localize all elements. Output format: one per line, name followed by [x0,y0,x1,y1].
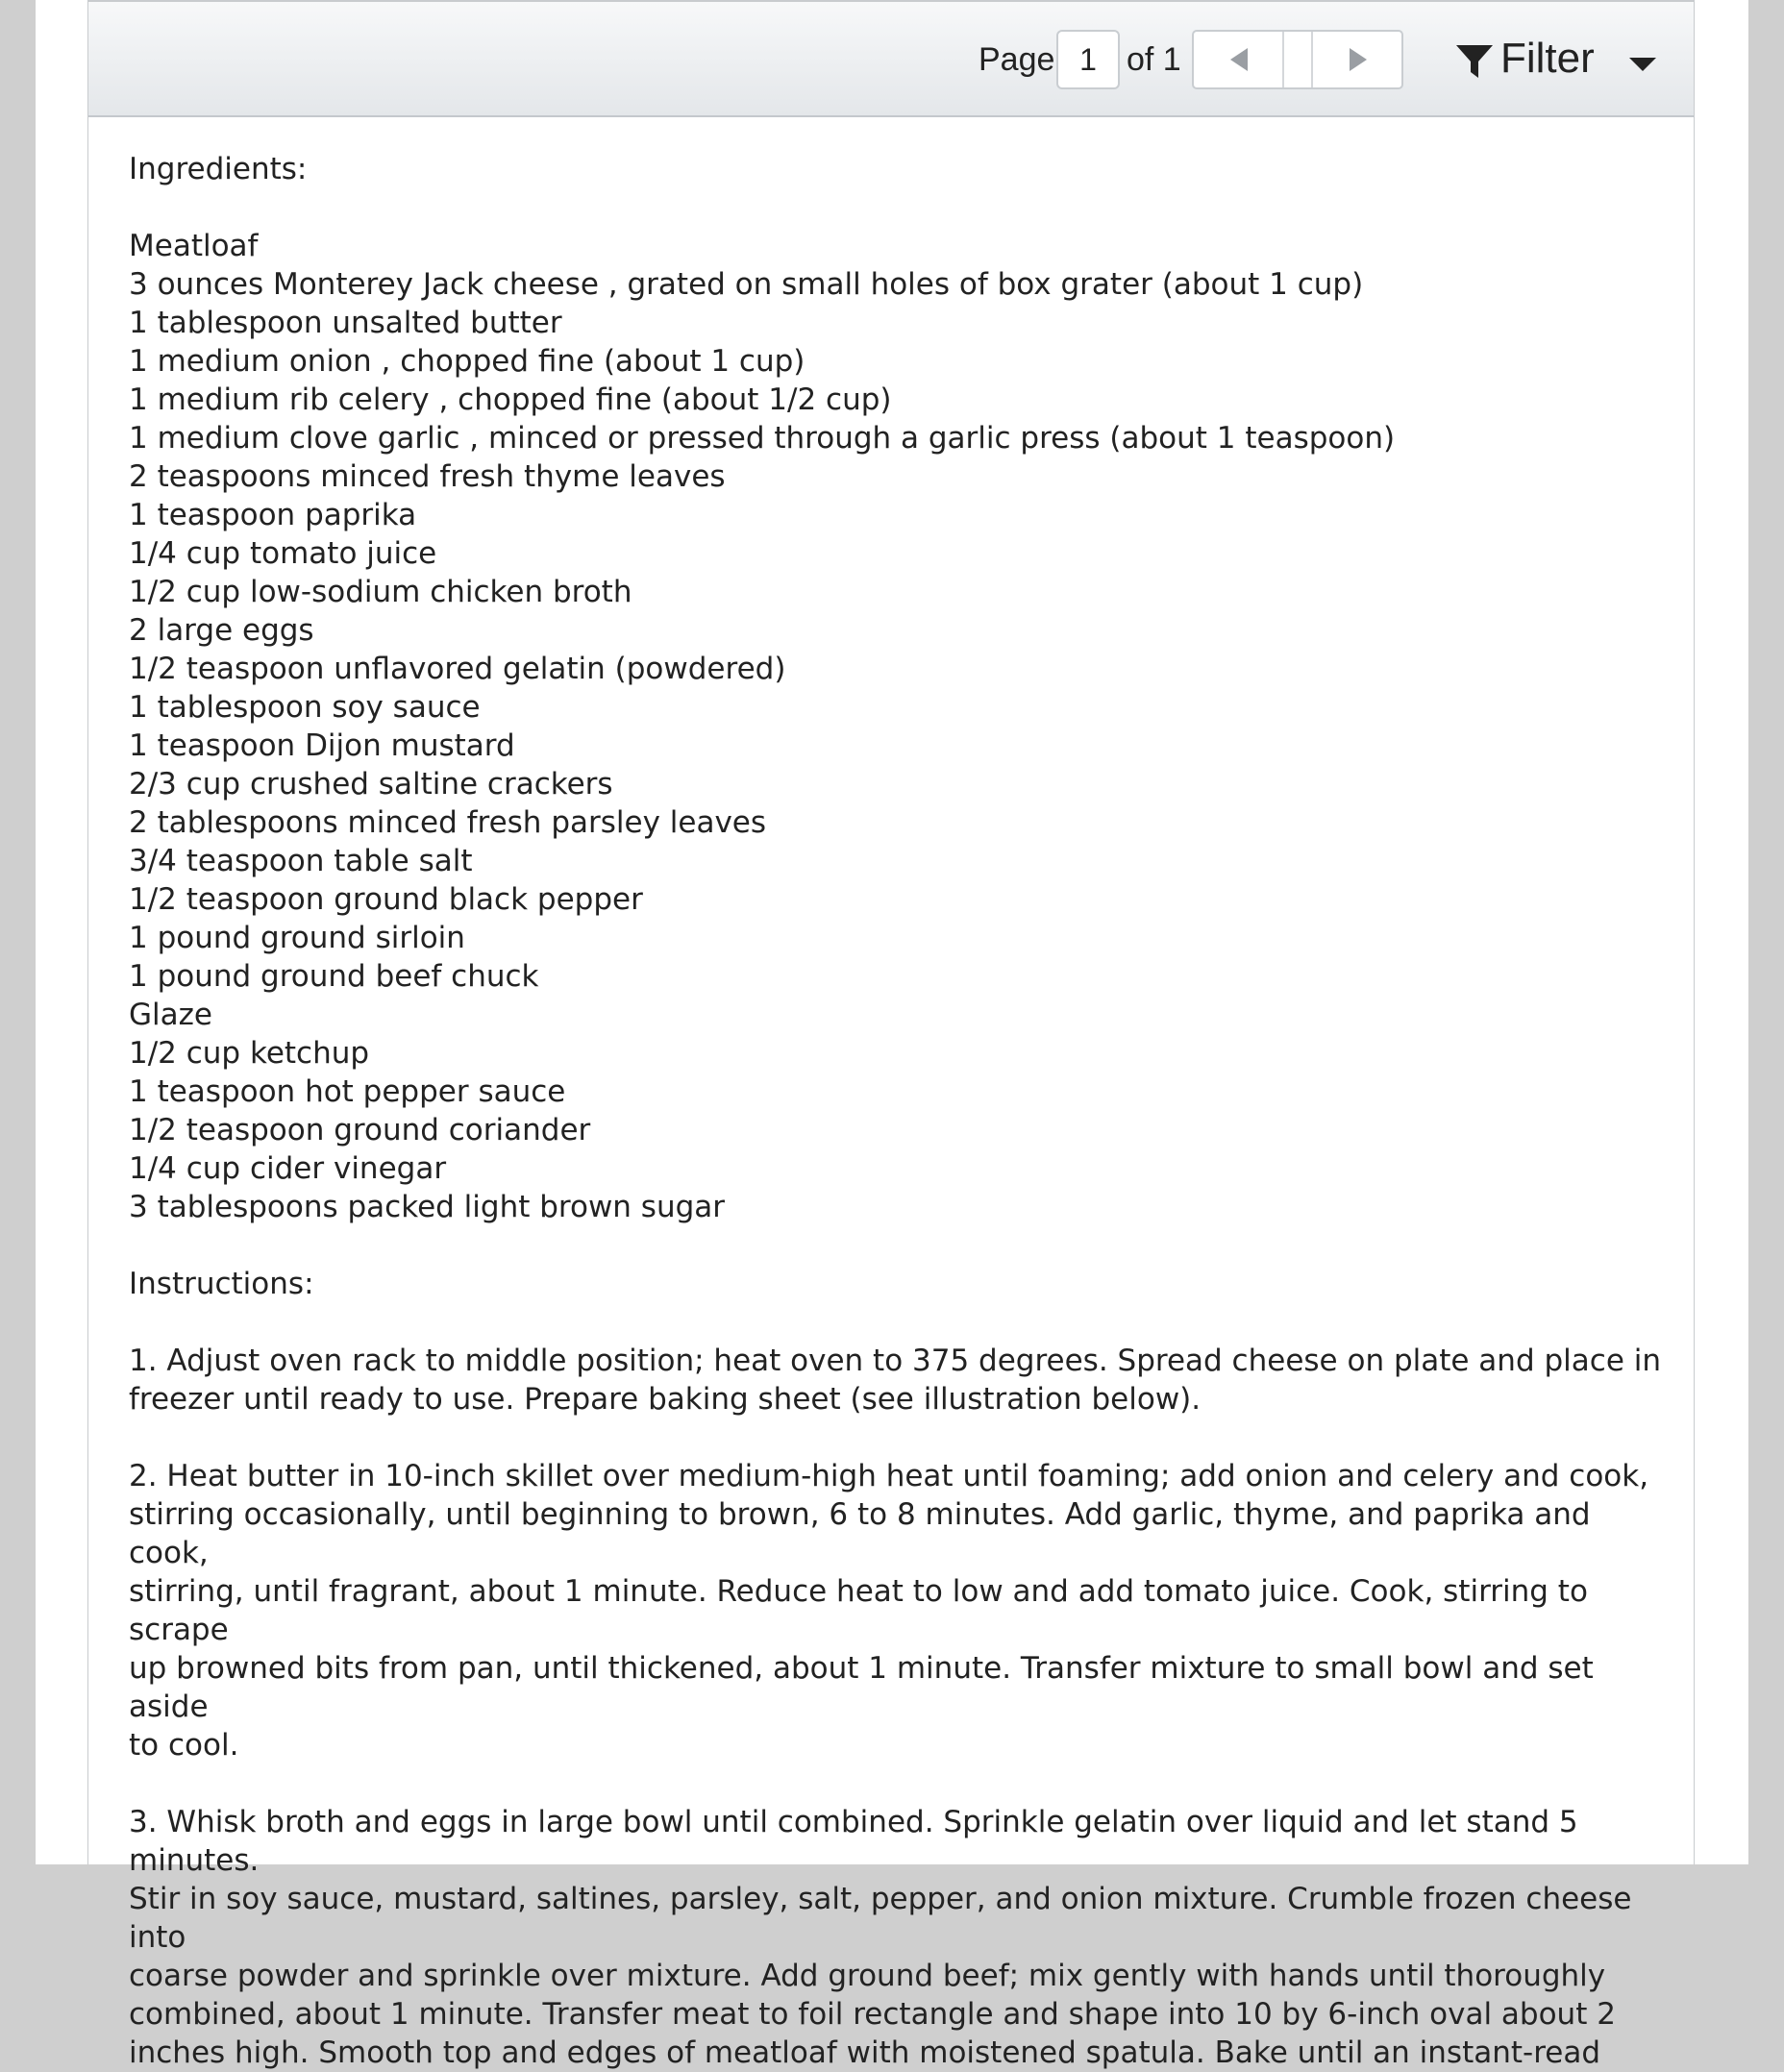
instruction-line: 2. Heat butter in 10-inch skillet over medium-high heat until foaming; add onion and celery and cook, [129,1459,1649,1493]
ingredient-line: 1 tablespoon soy sauce [129,690,481,725]
ingredient-line: 2/3 cup crushed saltine crackers [129,767,613,802]
funnel-icon [1455,43,1494,80]
ingredient-line: 1/2 cup low-sodium chicken broth [129,575,632,609]
instruction-line: Stir in soy sauce, mustard, saltines, parsley, salt, pepper, and onion mixture. Crumble frozen cheese into [129,1882,1632,1955]
ingredient-line: 2 tablespoons minced fresh parsley leaves [129,805,767,840]
instruction-line: freezer until ready to use. Prepare baking sheet (see illustration below). [129,1382,1202,1417]
instruction-line: stirring, until fragrant, about 1 minute. Reduce heat to low and add tomato juice. Cook, stirring to scrape [129,1574,1588,1647]
filter-button[interactable] [1455,31,1662,88]
ingredient-line: 1/2 teaspoon ground coriander [129,1113,591,1147]
previous-page-button[interactable] [1194,32,1284,87]
ingredient-line: 1/2 teaspoon ground black pepper [129,882,643,917]
instructions-heading: Instructions: [129,1267,314,1301]
ingredient-line: 1 pound ground beef chuck [129,959,539,994]
instruction-line: up browned bits from pan, until thickened, about 1 minute. Transfer mixture to small bowl and set aside [129,1651,1594,1724]
page-nav-group [1192,30,1403,89]
next-page-button[interactable] [1313,32,1403,87]
instruction-line: coarse powder and sprinkle over mixture. Add ground beef; mix gently with hands until thoroughly [129,1959,1606,1993]
ingredient-line: 2 large eggs [129,613,314,648]
instruction-line: combined, about 1 minute. Transfer meat to foil rectangle and shape into 10 by 6-inch oval about 2 [129,1997,1616,2032]
ingredient-line: 1 pound ground sirloin [129,921,465,955]
ingredient-line: 1 teaspoon paprika [129,498,417,532]
ingredient-line: 1 teaspoon hot pepper sauce [129,1074,566,1109]
ingredient-line: 1/4 cup tomato juice [129,536,437,571]
page-number-input[interactable]: 1 [1056,30,1120,89]
instructions-list [129,1342,1667,2072]
page-label: Page [979,41,1055,78]
ingredient-line: 1 tablespoon unsalted butter [129,306,562,340]
document-viewer [87,0,1695,2070]
ingredients-heading: Ingredients: [129,152,308,186]
instruction-line: 3. Whisk broth and eggs in large bowl until combined. Sprinkle gelatin over liquid and let stand 5 minutes. [129,1805,1578,1878]
page-count-label: of 1 [1127,41,1181,78]
instruction-line: inches high. Smooth top and edges of meatloaf with moistened spatula. Bake until an instant-read [129,2035,1601,2070]
ingredient-line: 3 tablespoons packed light brown sugar [129,1190,726,1224]
recipe-content [129,150,1667,2072]
page-nav-divider [1284,32,1313,87]
chevron-right-icon [1350,48,1367,71]
ingredient-line: 1/2 cup ketchup [129,1036,370,1071]
chevron-left-icon [1230,48,1248,71]
instruction-line: to cool. [129,1728,239,1763]
ingredient-line: 3/4 teaspoon table salt [129,844,473,878]
instruction-step [129,1457,1667,1764]
ingredient-line: 1 medium onion , chopped fine (about 1 cup) [129,344,805,379]
ingredient-line: 1 medium clove garlic , minced or pressed through a garlic press (about 1 teaspoon) [129,421,1396,456]
filter-label: Filter [1500,35,1595,82]
ingredient-line: 1 teaspoon Dijon mustard [129,728,515,763]
instruction-step [129,1342,1667,1418]
instruction-line: stirring occasionally, until beginning to brown, 6 to 8 minutes. Add garlic, thyme, and paprika and cook, [129,1497,1591,1570]
ingredient-line: 1/4 cup cider vinegar [129,1151,447,1186]
viewer-toolbar [88,0,1694,117]
instruction-line: 1. Adjust oven rack to middle position; heat oven to 375 degrees. Spread cheese on plate and place in [129,1344,1662,1378]
ingredient-line: Glaze [129,998,212,1032]
ingredient-line: 2 teaspoons minced fresh thyme leaves [129,459,726,494]
caret-down-icon [1629,58,1656,71]
ingredient-line: 1 medium rib celery , chopped fine (about 1/2 cup) [129,382,892,417]
instruction-step [129,1803,1667,2072]
ingredient-line: 3 ounces Monterey Jack cheese , grated on small holes of box grater (about 1 cup) [129,267,1364,302]
ingredient-line: Meatloaf [129,229,259,263]
ingredients-list [129,227,1667,1226]
ingredient-line: 1/2 teaspoon unflavored gelatin (powdered) [129,652,786,686]
